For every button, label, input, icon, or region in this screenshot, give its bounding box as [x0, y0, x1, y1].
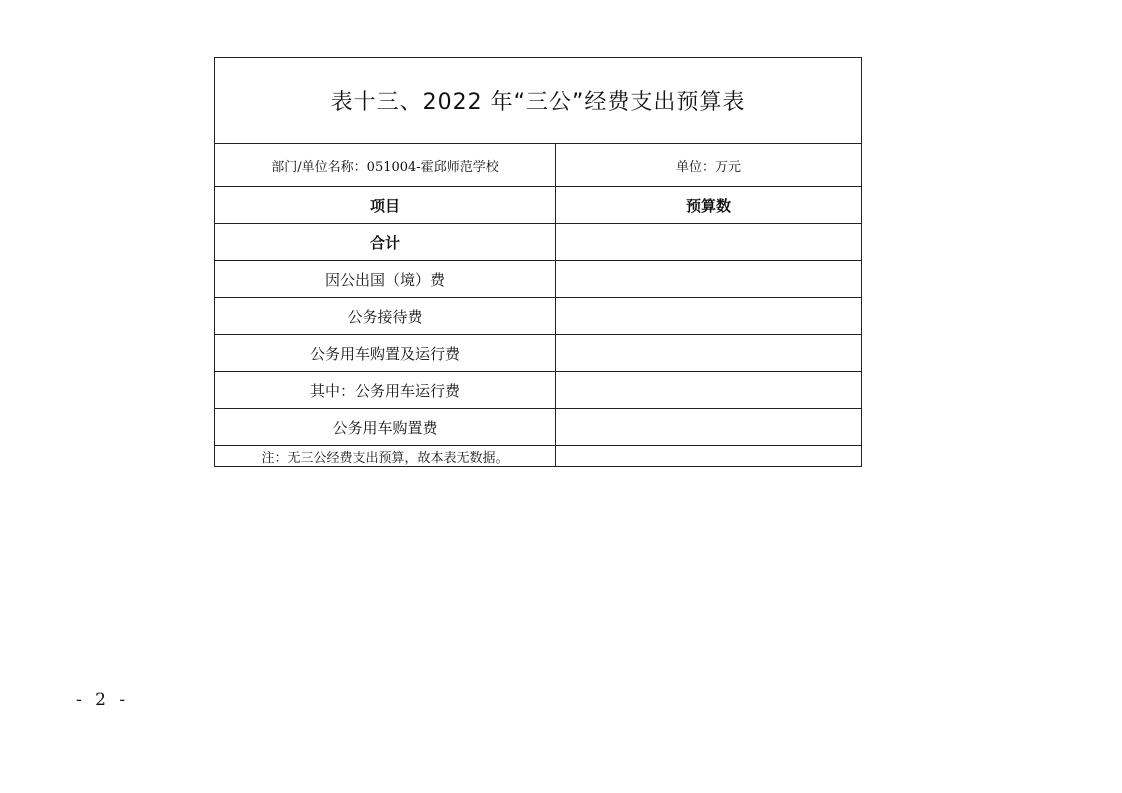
row-label: 公务用车购置费 — [215, 409, 556, 446]
total-label: 合计 — [215, 224, 556, 261]
table-title: 表十三、2022 年“三公”经费支出预算表 — [215, 58, 862, 144]
table-row — [215, 335, 862, 372]
table-row — [215, 409, 862, 446]
table-header-row — [215, 187, 862, 224]
table-note-row — [215, 446, 862, 467]
table-meta-row — [215, 144, 862, 187]
row-value — [556, 372, 862, 409]
table-row — [215, 298, 862, 335]
row-label: 因公出国（境）费 — [215, 261, 556, 298]
column-header-amount: 预算数 — [556, 187, 862, 224]
page-number: - 2 - — [76, 690, 130, 710]
unit-label: 单位：万元 — [556, 144, 862, 187]
table-row — [215, 261, 862, 298]
department-label: 部门/单位名称：051004-霍邱师范学校 — [215, 144, 556, 187]
table-note-value — [556, 446, 862, 467]
table-row-total — [215, 224, 862, 261]
budget-table — [214, 57, 862, 467]
table-title-row — [215, 58, 862, 144]
row-value — [556, 409, 862, 446]
total-value — [556, 224, 862, 261]
column-header-item: 项目 — [215, 187, 556, 224]
row-label: 其中：公务用车运行费 — [215, 372, 556, 409]
row-label: 公务接待费 — [215, 298, 556, 335]
row-label: 公务用车购置及运行费 — [215, 335, 556, 372]
table-note: 注：无三公经费支出预算，故本表无数据。 — [215, 446, 556, 467]
row-value — [556, 298, 862, 335]
row-value — [556, 335, 862, 372]
row-value — [556, 261, 862, 298]
table-row — [215, 372, 862, 409]
